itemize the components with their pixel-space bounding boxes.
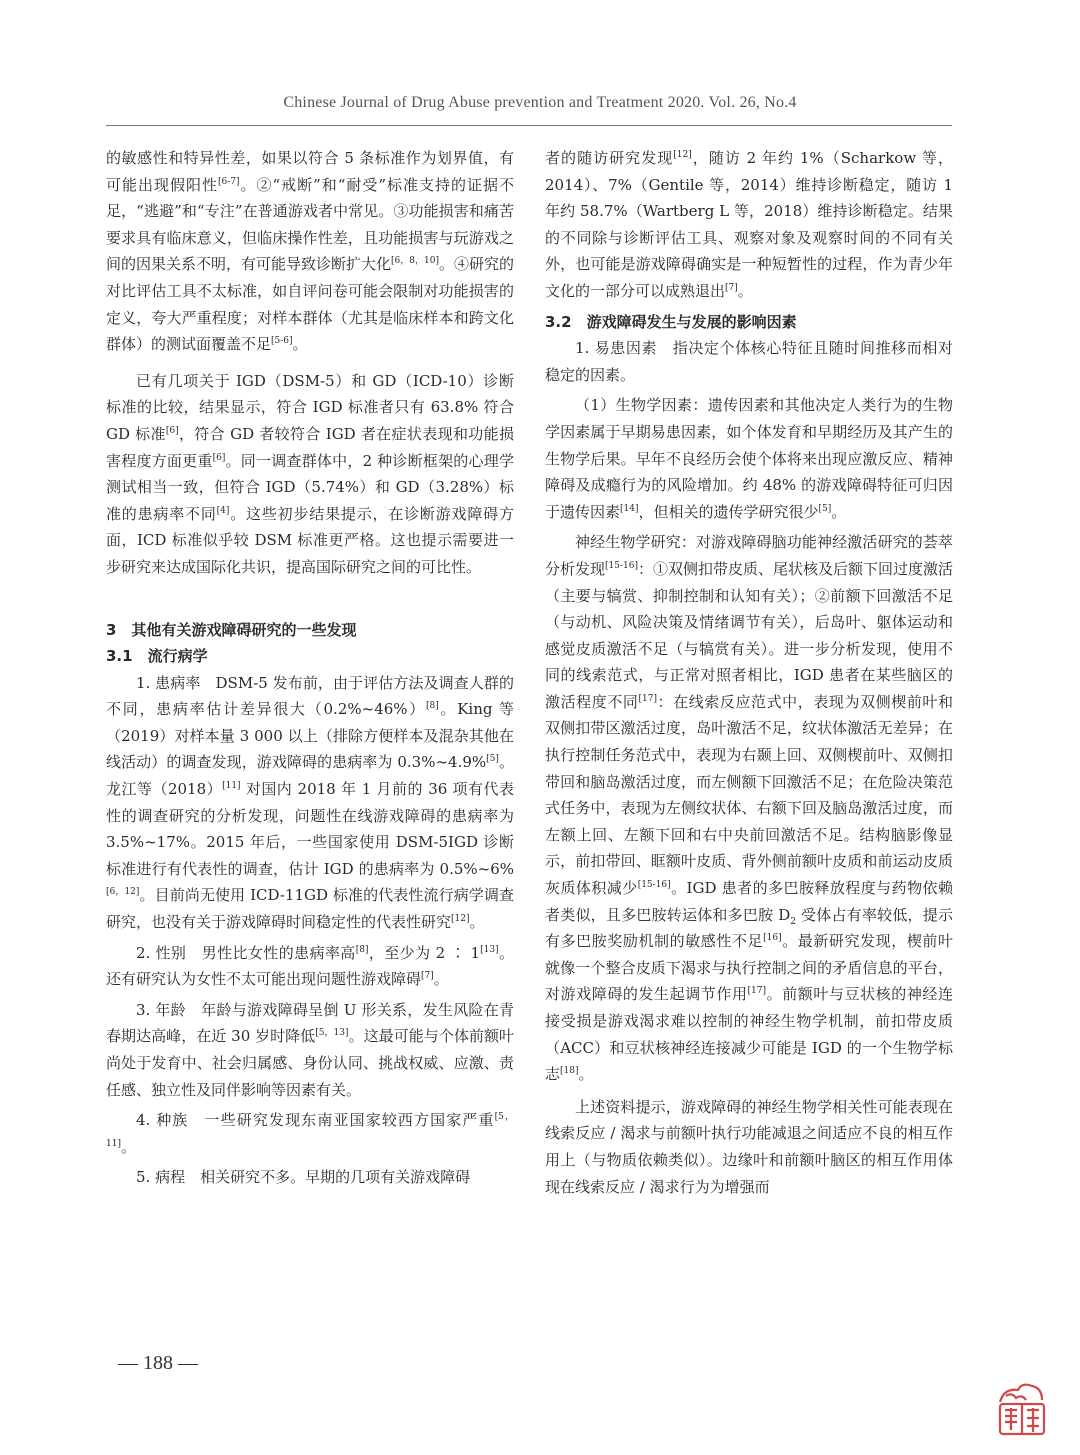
seal-logo-icon <box>992 1378 1052 1438</box>
page-number: — 188 — <box>118 1352 198 1374</box>
section-heading-3-1: 3.1 流行病学 <box>106 647 208 666</box>
text-run: 1. 患病率 DSM-5 发布前，由于评估方法及调查人群的不同，患病率估计差异很大（0.2%~46%） <box>106 673 514 719</box>
text-run: 。目前尚无使用 ICD-11GD 标准的代表性流行病学调查研究，也没有关于游戏障碍时间稳定性的代表性研究 <box>106 886 514 932</box>
paragraph <box>106 997 514 1103</box>
text-run: 。这最可能与个体前额叶尚处于发育中、社会归属感、身份认同、挑战权威、应激、责任感、独立性及同伴影响等因素有关。 <box>106 1027 515 1099</box>
text-run: ，符合 GD 者较符合 IGD 者在症状表现和功能损害程度方面更重 <box>106 424 514 470</box>
citation-ref: [5-6] <box>271 336 293 347</box>
text-run: 1. 易患因素 指决定个体核心特征且随时间推移而相对稳定的因素。 <box>545 339 953 384</box>
text-run: 5. 病程 相关研究不多。早期的几项有关游戏障碍 <box>136 1168 471 1187</box>
text-run: ，随访 2 年约 1%（Scharkow 等，2014）、7%（Gentile 等，2014）维持诊断稳定，随访 1 年约 58.7%（Wartberg L 等，2018）维持诊断稳定。结果的不同除与诊断评估工具、观察对象及观察时间的不同有关外，也可能是游戏障碍确实是一种短暂性的过程，作为青少年文化的一部分可以成熟退出 <box>545 149 953 300</box>
citation-ref: [8] <box>426 701 439 712</box>
text-run: ：在线索反应范式中，表现为双侧楔前叶和双侧扣带区激活过度，岛叶激活不足，纹状体激活无差异；在执行控制任务范式中，表现为右颞上回、双侧楔前叶、双侧扣带回和脑岛激活过度，而左侧额下回激活不足；在危险决策范式任务中，表现为左侧纹状体、右额下回及脑岛激活过度，而左额上回、左额下回和右中央前回激活不足。结构脑影像显示，前扣带回、眶额叶皮质、背外侧前额叶皮质和前运动皮质灰质体积减少 <box>545 692 953 898</box>
text-run: 。同一调查群体中，2 种诊断框架的心理学测试相当一致，但符合 IGD（5.74%）和 GD（3.28%）标准的患病率不同 <box>106 451 514 523</box>
text-run: 。最新研究发现，楔前叶就像一个整合皮质下渴求与执行控制之间的矛盾信息的平台，对游戏障碍的发生起调节作用 <box>545 932 953 1004</box>
citation-ref: [13] <box>480 944 499 955</box>
text-run: 。 <box>831 502 847 521</box>
text-run: 受体占有率较低，提示有多巴胺奖励机制的敏感性不足 <box>545 905 953 951</box>
text-run: 。King 等（2019）对样本量 3 000 以上（排除方便样本及混杂其他在线活动）的调查发现，游戏障碍的患病率为 0.3%~4.9% <box>106 700 514 772</box>
text-run: 者的随访研究发现 <box>545 149 674 167</box>
text-run: 。还有研究认为女性不太可能出现问题性游戏障碍 <box>106 943 514 989</box>
text-run: 4. 种族 一些研究发现东南亚国家较西方国家严重 <box>136 1111 495 1130</box>
citation-ref: [8] <box>355 944 369 955</box>
citation-ref: [5] <box>818 503 832 514</box>
citation-ref: [17] <box>747 986 767 997</box>
citation-ref: [5，11] <box>106 1112 514 1149</box>
text-run: 。 <box>737 281 753 300</box>
text-run: 。龙江等（2018） <box>106 753 514 799</box>
section-heading-3: 3 其他有关游戏障碍研究的一些发现 <box>106 620 357 639</box>
paragraph <box>545 1094 953 1200</box>
header-rule <box>106 125 952 126</box>
text-run: 。前额叶与豆状核的神经连接受损是游戏渴求难以控制的神经生物学机制，前扣带皮质（ACC）和豆状核神经连接减少可能是 IGD 的一个生物学标志 <box>545 985 953 1084</box>
text-run: 。 <box>578 1065 594 1084</box>
text-run: 上述资料提示，游戏障碍的神经生物学相关性可能表现在线索反应 / 渴求与前额叶执行功能减退之间适应不良的相互作用上（与物质依赖类似）。边缘叶和前额叶脑区的相互作用体现在线索反应 / 渴求行为为增强而 <box>545 1097 953 1196</box>
left-column <box>106 145 514 1191</box>
text-run: （1）生物学因素：遗传因素和其他决定人类行为的生物学因素属于早期易患因素，如个体发育和早期经历及其产生的生物学后果。早年不良经历会使个体将来出现应激反应、精神障碍及成瘾行为的风险增加。约 48% 的游戏障碍特征可归因于遗传因素 <box>545 396 953 521</box>
citation-ref: [15-16] <box>637 880 671 891</box>
citation-ref: [14] <box>620 503 639 514</box>
text-run: 。 <box>469 913 485 932</box>
citation-ref: [6，12] <box>106 887 140 898</box>
text-run: 。这些初步结果提示，在诊断游戏障碍方面，ICD 标准似乎较 DSM 标准更严格。这也提示需要进一步研究来达成国际化共识，提高国际研究之间的可比性。 <box>106 504 514 576</box>
text-run: ，至少为 2 ∶ 1 <box>368 943 481 962</box>
paragraph <box>106 1107 514 1160</box>
citation-ref: [6] <box>212 452 226 463</box>
text-run: 。IGD 患者的多巴胺释放程度与药物依赖者类似，且多巴胺转运体和多巴胺 D <box>545 879 953 924</box>
citation-ref: [4] <box>216 505 230 516</box>
section-heading-3-2: 3.2 游戏障碍发生与发展的影响因素 <box>545 312 797 331</box>
citation-ref: [5] <box>486 754 499 765</box>
text-run: 对国内 2018 年 1 月前的 36 项有代表性的调查研究的分析发现，问题性在线游戏障碍的患病率为 3.5%~17%。2015 年后，一些国家使用 DSM-5IGD 诊断标准进行有代表性的调查，估计 IGD 的患病率为 0.5%~6% <box>106 780 514 878</box>
text-run: 的敏感性和特异性差，如果以符合 5 条标准作为划界值，有可能出现假阳性 <box>106 149 514 194</box>
right-column <box>545 145 953 1200</box>
text-run: 已有几项关于 IGD（DSM-5）和 GD（ICD-10）诊断标准的比较，结果显示，符合 IGD 标准者只有 63.8% 符合 GD 标准 <box>106 371 514 443</box>
citation-ref: [11] <box>222 781 241 792</box>
paragraph <box>106 145 514 358</box>
paragraph <box>545 529 953 1087</box>
paragraph <box>106 368 514 581</box>
citation-ref: [6-7] <box>217 176 240 187</box>
citation-ref: [12] <box>451 914 470 925</box>
citation-ref: [18] <box>560 1066 579 1077</box>
paragraph <box>545 145 953 305</box>
journal-header: Chinese Journal of Drug Abuse prevention and Treatment 2020. Vol. 26, No.4 <box>283 94 797 111</box>
text-run: 。④研究的对比评估工具不太标准，如自评问卷可能会限制对功能损害的定义，夸大严重程度；对样本群体（尤其是临床样本和跨文化群体）的测试面覆盖不足 <box>106 255 514 354</box>
text-run: 2. 性别 男性比女性的患病率高 <box>136 943 356 962</box>
text-run: 3. 年龄 年龄与游戏障碍呈倒 U 形关系，发生风险在青春期达高峰，在近 30 岁时降低 <box>106 1000 514 1046</box>
text-run: 神经生物学研究：对游戏障碍脑功能神经激活研究的荟萃分析发现 <box>545 533 953 578</box>
text-run: ，但相关的遗传学研究很少 <box>638 502 819 521</box>
citation-ref: [15-16] <box>605 560 638 571</box>
citation-ref: [6，8，10] <box>391 256 439 267</box>
paragraph <box>106 940 514 993</box>
citation-ref: [16] <box>763 933 782 944</box>
paragraph <box>106 1164 514 1191</box>
citation-ref: [7] <box>421 971 434 982</box>
text-run: 。 <box>433 970 449 989</box>
text-run: 。 <box>292 335 308 354</box>
citation-ref: [12] <box>673 150 692 160</box>
citation-ref: [5，13] <box>315 1028 349 1039</box>
subscript: 2 <box>790 916 797 927</box>
text-run: 。②“戒断”和“耐受”标准支持的证据不足，“逃避”和“专注”在普通游戏者中常见。③功能损害和痛苦要求具有临床意义，但临床操作性差，且功能损害与玩游戏之间的因果关系不明，有可能导致诊断扩大化 <box>106 175 514 274</box>
paragraph <box>106 670 514 936</box>
text-run: ：①双侧扣带皮质、尾状核及后额下回过度激活（主要与犒赏、抑制控制和认知有关）；②前额下回激活不足（与动机、风险决策及情绪调节有关），后岛叶、躯体运动和感觉皮质激活不足（与犒赏有关）。进一步分析发现，使用不同的线索范式，与正常对照者相比，IGD 患者在某些脑区的激活程度不同 <box>545 559 953 711</box>
citation-ref: [17] <box>638 693 657 704</box>
text-run: 。 <box>120 1137 136 1156</box>
citation-ref: [7] <box>725 282 738 293</box>
paragraph <box>545 335 953 388</box>
citation-ref: [6] <box>165 425 179 436</box>
paragraph <box>545 392 953 525</box>
